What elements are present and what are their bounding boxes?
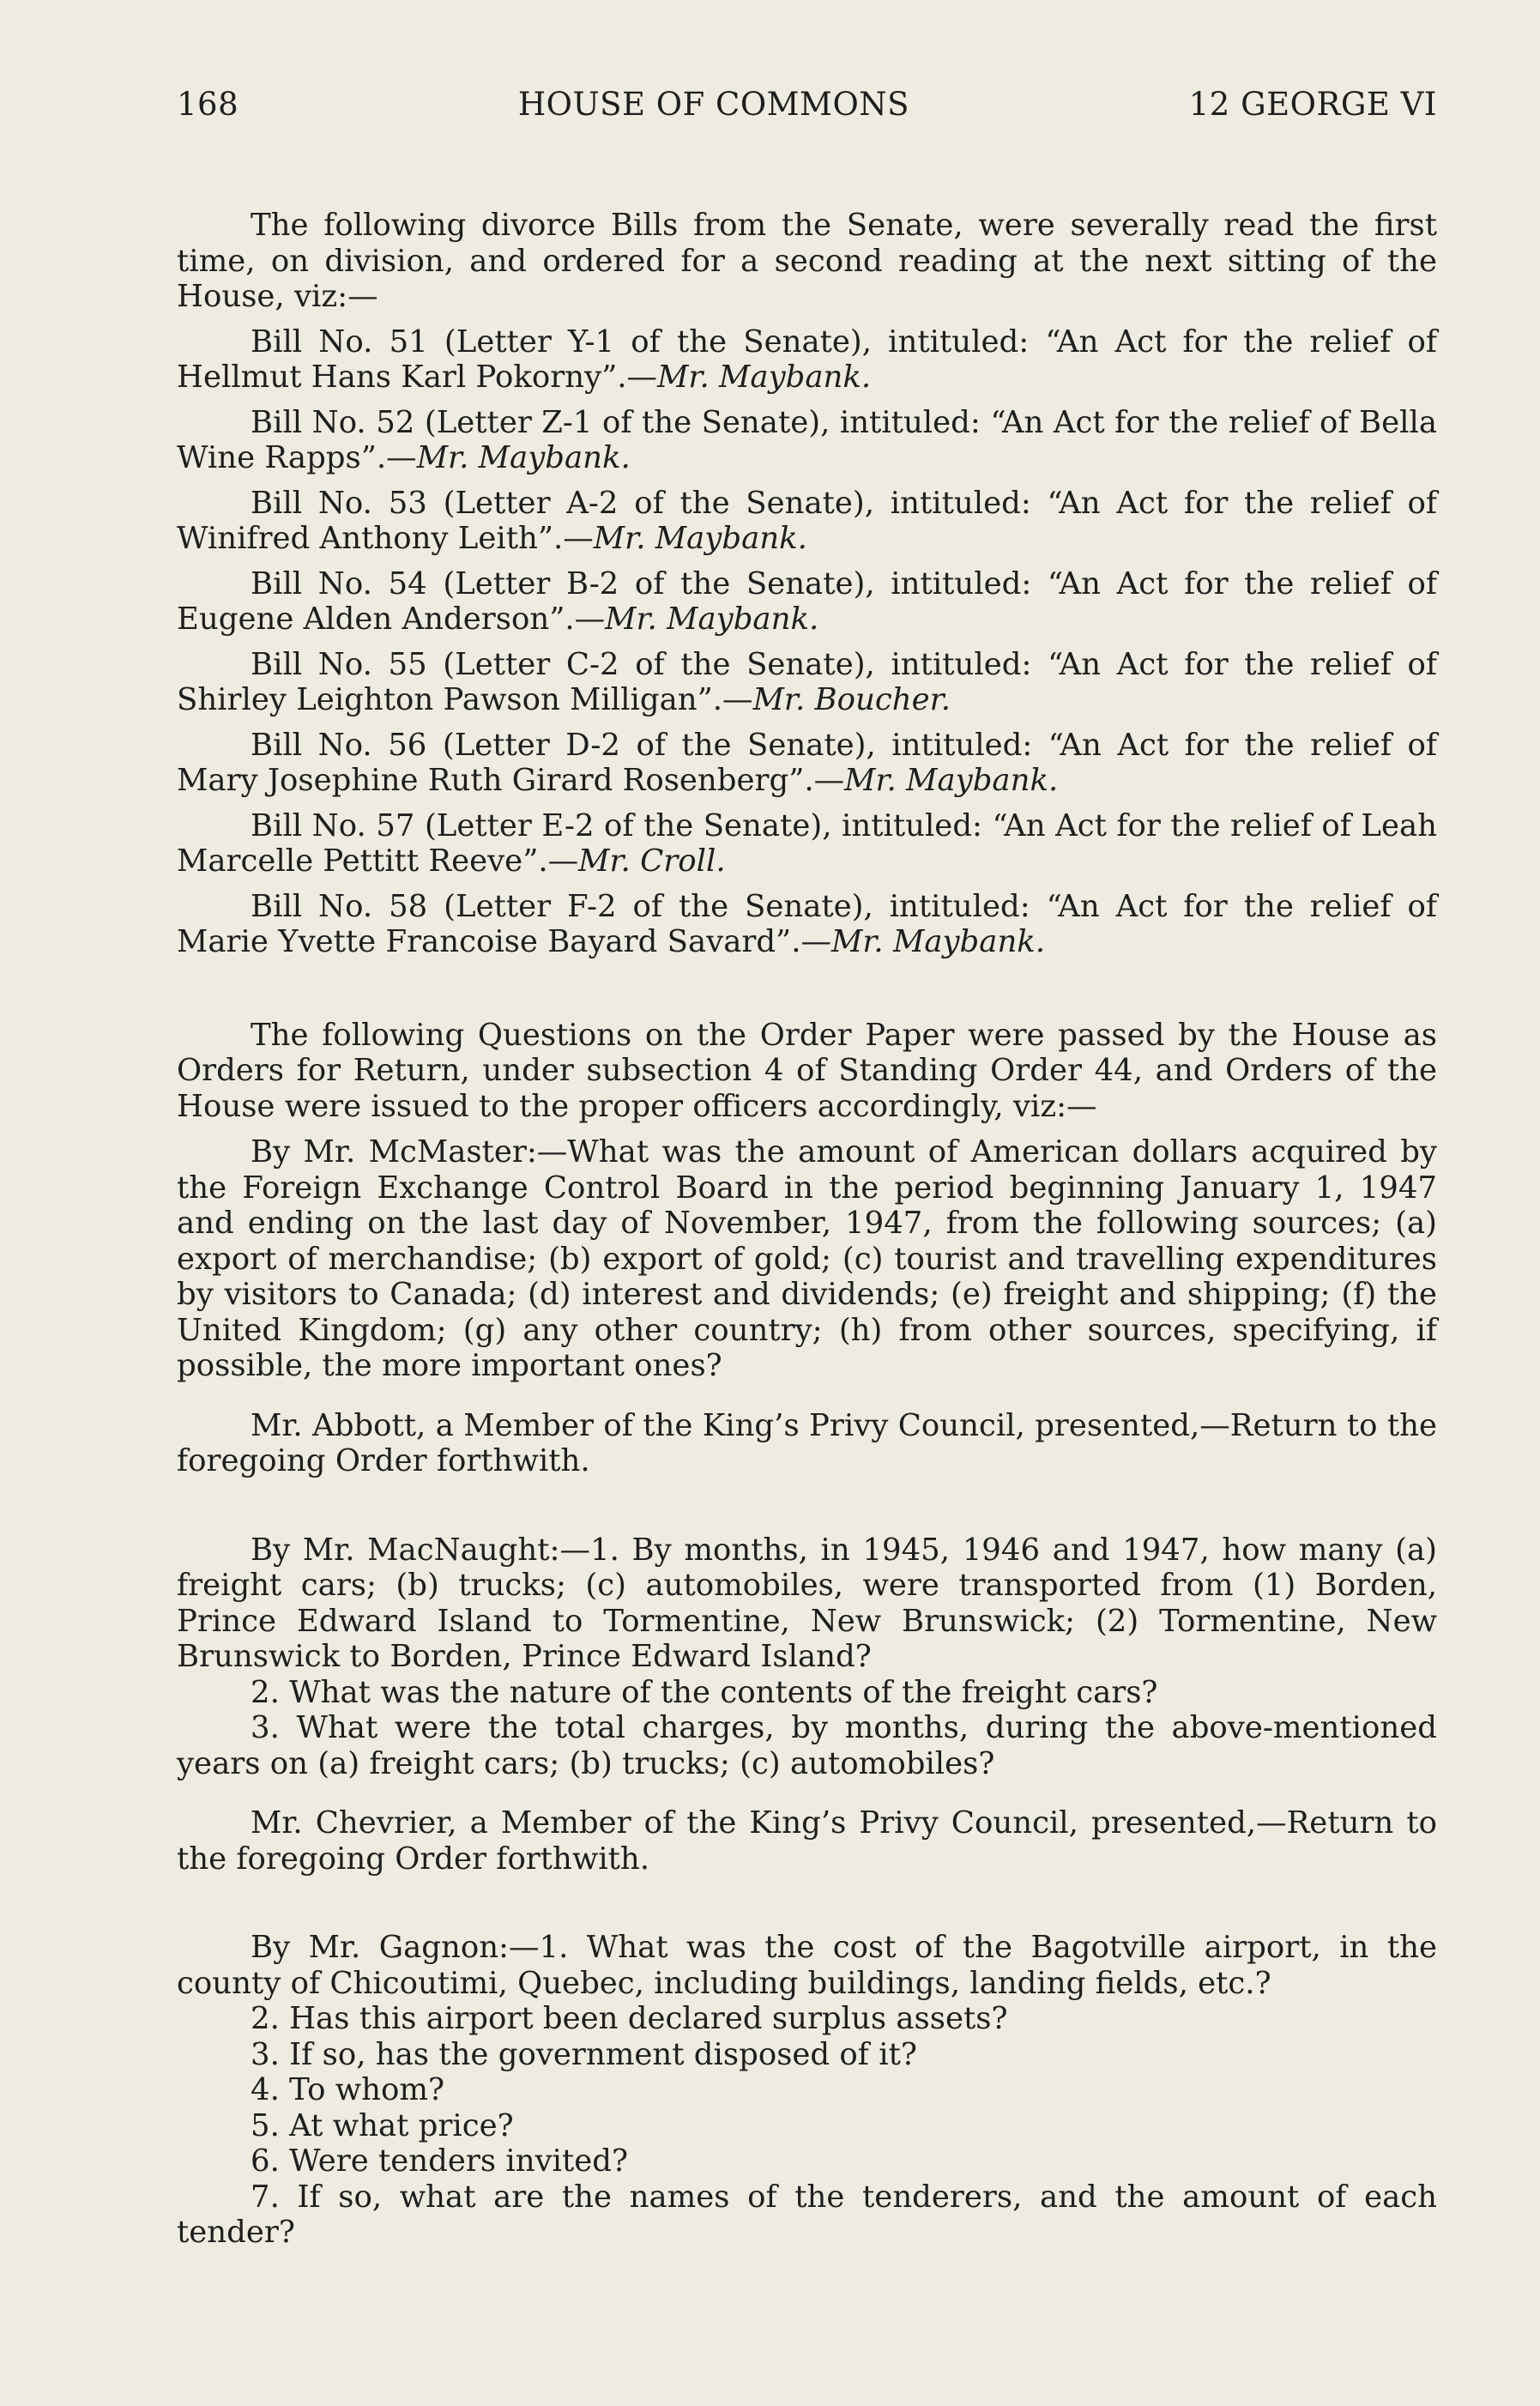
question-item: 3. If so, has the government disposed of it?: [251, 2036, 917, 2072]
question-gagnon: [177, 1930, 1437, 2251]
bill-entry: [177, 728, 1437, 799]
questions-intro: The following Questions on the Order Paper were passed by the House as Orders for Return, under subsection 4 of Standing Order 44, and Orders of the House were issued to the proper officers accordingly, viz:—: [177, 1017, 1437, 1124]
header-session: 12 GEORGE VI: [1188, 86, 1437, 123]
bill-text: Bill No. 57 (Letter E-2 of the Senate), intituled: “An Act for the relief of Leah Marcelle Pettitt Reeve”.—: [177, 807, 1437, 879]
bill-entry: [177, 486, 1437, 557]
divorce-intro: The following divorce Bills from the Senate, were severally read the first time, on division, and ordered for a second reading at the next sitting of the House, viz:—: [177, 208, 1437, 314]
bill-member: Mr. Maybank.: [593, 521, 807, 556]
bill-text: Bill No. 54 (Letter B-2 of the Senate), intituled: “An Act for the relief of Eugene Alden Anderson”.—: [177, 565, 1437, 637]
bill-member: Mr. Maybank.: [416, 440, 631, 475]
bill-text: Bill No. 52 (Letter Z-1 of the Senate), intituled: “An Act for the relief of Bella Wine Rapps”.—: [177, 404, 1437, 475]
bill-entry: [177, 889, 1437, 960]
bill-entry: [177, 566, 1437, 638]
question-macnaught: [177, 1532, 1437, 1782]
bill-entry: [177, 405, 1437, 476]
return-abbott: Mr. Abbott, a Member of the King’s Privy Council, presented,—Return to the foregoing Order forthwith.: [177, 1407, 1437, 1478]
questions-section: [177, 1018, 1437, 2251]
bill-text: Bill No. 51 (Letter Y-1 of the Senate), intituled: “An Act for the relief of Hellmut Hans Karl Pokorny”.—: [177, 323, 1437, 395]
bill-text: Bill No. 55 (Letter C-2 of the Senate), intituled: “An Act for the relief of Shirley Leighton Pawson Milligan”.—: [177, 646, 1437, 717]
question-item: By Mr. Gagnon:—1. What was the cost of the Bagotville airport, in the county of Chicoutimi, Quebec, including buildings, landing fields, etc.?: [177, 1930, 1437, 2001]
bill-entry: [177, 324, 1437, 396]
bill-text: Bill No. 56 (Letter D-2 of the Senate), intituled: “An Act for the relief of Mary Josephine Ruth Girard Rosenberg”.—: [177, 727, 1437, 798]
bill-member: Mr. Maybank.: [831, 924, 1046, 959]
bill-list: [177, 324, 1437, 960]
divorce-bills-section: [177, 208, 1437, 960]
running-header: [177, 86, 1437, 123]
bill-member: Mr. Croll.: [578, 843, 726, 879]
question-item: 4. To whom?: [251, 2072, 445, 2107]
question-item: By Mr. MacNaught:—1. By months, in 1945, 1946 and 1947, how many (a) freight cars; (b) trucks; (c) automobiles, were transported from (1) Borden, Prince Edward Island to Tormentine, New Brunswick; (2) Tormentine, New Brunswick to Borden, Prince Edward Island?: [177, 1532, 1437, 1674]
page-number: 168: [177, 86, 239, 123]
bill-entry: [177, 808, 1437, 880]
bill-member: Mr. Boucher.: [752, 682, 951, 717]
header-title: HOUSE OF COMMONS: [517, 86, 909, 123]
question-item: 2. Has this airport been declared surplus assets?: [251, 2001, 1008, 2036]
question-mcmaster: By Mr. McMaster:—What was the amount of American dollars acquired by the Foreign Exchange Control Board in the period beginning January 1, 1947 and ending on the last day of November, 1947, from the following sources; (a) export of merchandise; (b) export of gold; (c) tourist and travelling expenditures by visitors to Canada; (d) interest and dividends; (e) freight and shipping; (f) the United Kingdom; (g) any other country; (h) from other sources, specifying, if possible, the more important ones?: [177, 1134, 1437, 1383]
question-item: 6. Were tenders invited?: [251, 2143, 629, 2179]
bill-member: Mr. Maybank.: [844, 763, 1059, 798]
return-chevrier: Mr. Chevrier, a Member of the King’s Privy Council, presented,—Return to the foregoing Order forthwith.: [177, 1805, 1437, 1877]
bill-member: Mr. Maybank.: [605, 602, 819, 637]
bill-text: Bill No. 53 (Letter A-2 of the Senate), intituled: “An Act for the relief of Winifred Anthony Leith”.—: [177, 485, 1437, 556]
question-item: 5. At what price?: [251, 2107, 514, 2143]
bill-text: Bill No. 58 (Letter F-2 of the Senate), intituled: “An Act for the relief of Marie Yvette Francoise Bayard Savard”.—: [177, 888, 1437, 959]
question-item: 2. What was the nature of the contents of the freight cars?: [251, 1674, 1158, 1710]
bill-member: Mr. Maybank.: [657, 360, 872, 395]
bill-entry: [177, 647, 1437, 718]
question-item: 3. What were the total charges, by months, during the above-mentioned years on (a) freight cars; (b) trucks; (c) automobiles?: [177, 1710, 1437, 1781]
question-item: 7. If so, what are the names of the tenderers, and the amount of each tender?: [177, 2179, 1437, 2250]
